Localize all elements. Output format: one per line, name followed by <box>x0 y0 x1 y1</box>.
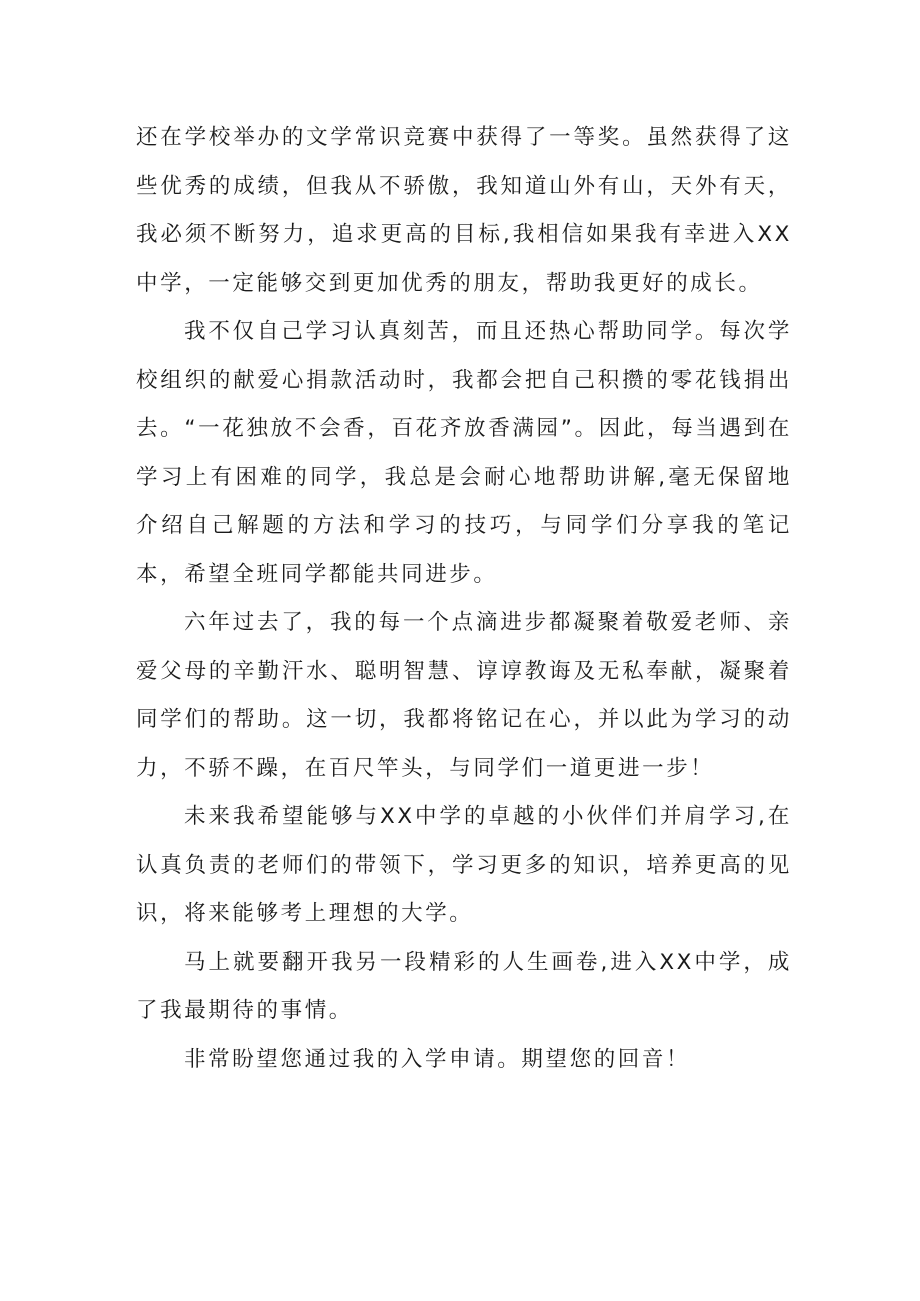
paragraph-6: 非常盼望您通过我的入学申请。期望您的回音！ <box>184 1046 691 1072</box>
paragraph-1: 还在学校举办的文学常识竞赛中获得了一等奖。虽然获得了这些优秀的成绩，但我从不骄傲，我知道山外有山，天外有天，我必须不断努力，追求更高的目标,我相信如果我有幸进入XX中学，一定能够交到更加优秀的朋友，帮助我更好的成长。 <box>136 125 792 296</box>
paragraph-4: 未来我希望能够与XX中学的卓越的小伙伴们并肩学习,在认真负责的老师们的带领下，学习更多的知识，培养更高的见识，将来能够考上理想的大学。 <box>136 804 792 926</box>
paragraph-3: 六年过去了，我的每一个点滴进步都凝聚着敬爱老师、亲爱父母的辛勤汗水、聪明智慧、谆谆教诲及无私奉献，凝聚着同学们的帮助。这一切，我都将铭记在心，并以此为学习的动力，不骄不躁，在百尺竿头，与同学们一道更进一步！ <box>136 610 792 781</box>
paragraph-2: 我不仅自己学习认真刻苦，而且还热心帮助同学。每次学校组织的献爱心捐款活动时，我都会把自己积攒的零花钱捐出去。“一花独放不会香，百花齐放香满园”。因此，每当遇到在学习上有困难的同学，我总是会耐心地帮助讲解,毫无保留地介绍自己解题的方法和学习的技巧，与同学们分享我的笔记本，希望全班同学都能共同进步。 <box>136 319 792 587</box>
paragraph-5: 马上就要翻开我另一段精彩的人生画卷,进入XX中学，成了我最期待的事情。 <box>136 949 792 1023</box>
letter-body <box>136 114 792 1084</box>
